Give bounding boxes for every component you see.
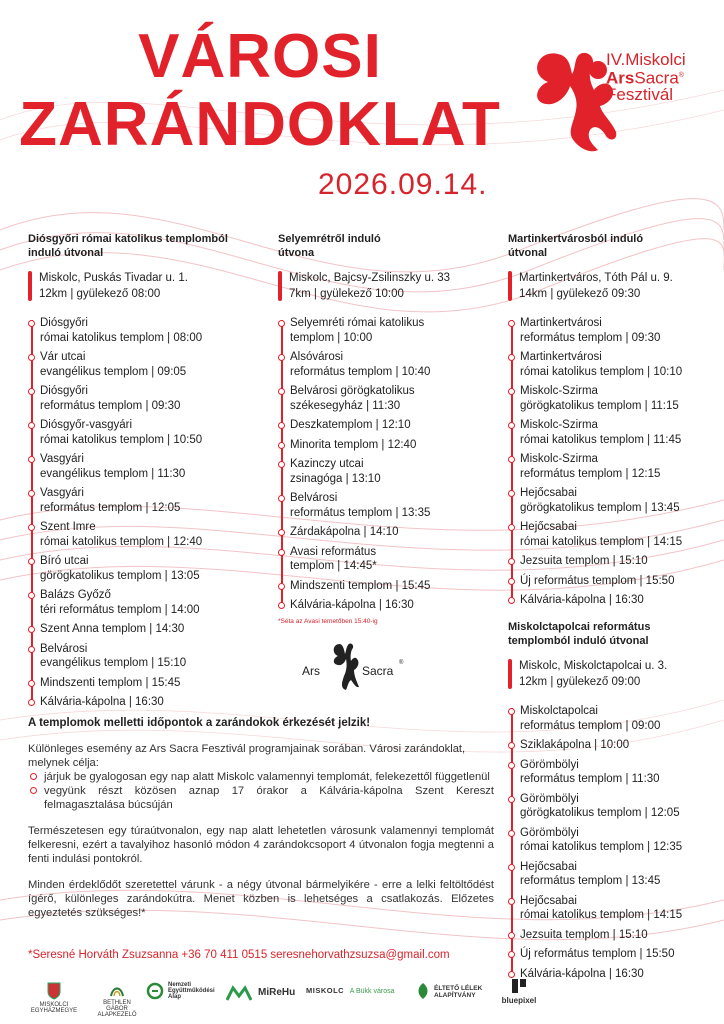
goal-list	[28, 770, 494, 812]
leaf-icon	[416, 982, 430, 1000]
route-stop: Diósgyőri református templom | 09:30	[40, 384, 258, 413]
route-stop: Vasgyári evangélikus templom | 11:30	[40, 452, 258, 481]
sponsor-bethlen: BETHLEN GÁBOR ALAPKEZELŐ	[92, 982, 142, 1018]
goal-item: járjuk be gyalogosan egy nap alatt Miskolc valamennyi templomát, felekezettől függetlenül	[40, 770, 494, 784]
bluepixel-logo-icon	[511, 978, 527, 994]
festival-line1: IV.Miskolci	[606, 50, 686, 69]
route-stop: Hejőcsabai római katolikus templom | 14:15	[520, 520, 718, 549]
sponsor-bluepixel: bluepixel	[494, 978, 544, 1005]
description	[28, 716, 494, 920]
sponsor-nea: Nemzeti Együttműködési Alap	[146, 982, 226, 1000]
route-stop: Vasgyári református templom | 12:05	[40, 486, 258, 515]
festival-ars: Ars	[606, 68, 635, 88]
route-stop: Kálvária-kápolna | 16:30	[40, 695, 258, 710]
route-stop: Avasi református templom | 14:45*	[290, 545, 478, 574]
nea-logo-icon	[146, 982, 164, 1000]
route-stop: Sziklakápolna | 10:00	[520, 738, 718, 753]
route-footnote: *Séta az Avasi temetőben 15:40-ig	[278, 617, 378, 625]
route-stop: Bíró utcai görögkatolikus templom | 13:05	[40, 554, 258, 583]
sponsor-eltető-lelek: ÉLTETŐ LÉLEK ALAPÍTVÁNY	[416, 982, 486, 999]
intro-line2: melynek célja:	[28, 757, 99, 769]
route-heading: Martinkertvárosból induló útvonal	[508, 233, 644, 259]
festival-logo	[606, 52, 686, 103]
ars-logo-left: Ars	[302, 664, 320, 678]
route-stop: Balázs Győző téri református templom | 14:00	[40, 588, 258, 617]
intro-line1: Különleges esemény az Ars Sacra Fesztivál programjainak sorában. Városi zarándoklat,	[28, 743, 466, 755]
route-stop: Hejőcsabai görögkatolikus templom | 13:45	[520, 486, 718, 515]
route-selyemret	[278, 232, 478, 625]
route-stops	[28, 316, 258, 710]
route-stop: Kálvária-kápolna | 16:30	[520, 593, 718, 608]
route-martinkertvaros	[508, 232, 718, 613]
route-stop: Diósgyőr-vasgyári római katolikus templom | 10:50	[40, 418, 258, 447]
route-stop: Belvárosi evangélikus templom | 15:10	[40, 642, 258, 671]
route-stop: Kálvária-kápolna | 16:30	[290, 598, 478, 613]
route-heading: Selyemrétről induló útvona	[278, 233, 381, 259]
route-stop: Görömbölyi görögkatolikus templom | 12:05	[520, 792, 718, 821]
route-miskolctapolca	[508, 620, 718, 986]
route-stop: Miskolctapolcai református templom | 09:00	[520, 704, 718, 733]
festival-reg: ®	[678, 72, 684, 79]
route-stop: Diósgyőri római katolikus templom | 08:00	[40, 316, 258, 345]
route-stop: Hejőcsabai református templom | 13:45	[520, 860, 718, 889]
contact-line: *Seresné Horváth Zsuzsanna +36 70 411 0515 seresnehorvathzsuzsa@gmail.com	[28, 949, 450, 961]
route-heading: Diósgyőri római katolikus templomból induló útvonal	[28, 233, 228, 259]
route-diosgyor	[28, 232, 258, 715]
bethlen-logo-icon	[109, 982, 125, 998]
route-stop: Miskolc-Szirma római katolikus templom | 11:45	[520, 418, 718, 447]
ars-logo-reg: ®	[399, 660, 404, 666]
ars-sacra-logo	[302, 640, 412, 696]
route-start: Miskolc, Puskás Tivadar u. 1. 12km | gyülekező 08:00	[28, 270, 258, 302]
route-stop: Mindszenti templom | 15:45	[40, 676, 258, 691]
route-stop: Martinkertvárosi református templom | 09:30	[520, 316, 718, 345]
route-stop: Szent Imre római katolikus templom | 12:40	[40, 520, 258, 549]
route-stops	[278, 316, 478, 613]
coat-of-arms-icon	[47, 982, 61, 1000]
route-stop: Alsóvárosi református templom | 10:40	[290, 350, 478, 379]
route-stops	[508, 316, 718, 608]
paragraph: Természetesen egy túraútvonalon, egy nap alatt lehetetlen városunk valamennyi templomát felkeresni, ezért a tavalyihoz hasonló módon 4 zarándokcsoport 4 útvonalon fogja megtenni a fenti indulási pontokról.	[28, 825, 494, 865]
route-heading: Miskolctapolcai református templomból induló útvonal	[508, 621, 651, 647]
route-stops	[508, 704, 718, 981]
route-start: Martinkertváros, Tóth Pál u. 9. 14km | gyülekező 09:30	[508, 270, 718, 302]
route-stop: Szent Anna templom | 14:30	[40, 622, 258, 637]
route-stop: Új református templom | 15:50	[520, 574, 718, 589]
paragraph: Minden érdeklődőt szeretettel várunk - a négy útvonal bármelyikére - erre a lelki feltöltődést ígérő, különleges zarándokútra. Menet közben is lehetséges a csatlakozás. Előzetes egyeztetés szükséges!*	[28, 879, 494, 919]
route-stop: Martinkertvárosi római katolikus templom | 10:10	[520, 350, 718, 379]
route-stop: Belvárosi görögkatolikus székesegyház | 11:30	[290, 384, 478, 413]
event-date: 2026.09.14.	[318, 168, 488, 201]
festival-line3: Fesztivál	[606, 84, 674, 104]
sponsor-miskolc: MISKOLC A Bükk városa	[306, 986, 395, 995]
route-stop: Görömbölyi református templom | 11:30	[520, 758, 718, 787]
route-stop: Zárdakápolna | 14:10	[290, 525, 478, 540]
goal-item: vegyünk részt közösen aznap 17 órakor a Kálvária-kápolna Szent Kereszt felmagasztalása búcsúján	[40, 784, 494, 812]
route-stop: Új református templom | 15:50	[520, 947, 718, 962]
sponsor-logos	[0, 978, 724, 1018]
route-stop: Miskolc-Szirma református templom | 12:15	[520, 452, 718, 481]
route-stop: Hejőcsabai római katolikus templom | 14:15	[520, 894, 718, 923]
route-stop: Belvárosi református templom | 13:35	[290, 491, 478, 520]
cupid-icon	[330, 640, 362, 694]
route-stop: Vár utcai evangélikus templom | 09:05	[40, 350, 258, 379]
sponsor-mirehu: MiReHu	[226, 984, 306, 998]
ars-logo-right: Sacra	[362, 664, 394, 678]
route-stop: Kálvária-kápolna | 16:30	[520, 967, 718, 982]
description-headline: A templomok melletti időpontok a zarándokok érkezését jelzik!	[28, 717, 371, 729]
route-stop: Jezsuita templom | 15:10	[520, 554, 718, 569]
page-title-line2: ZARÁNDOKLAT	[19, 90, 501, 159]
route-stop: Görömbölyi római katolikus templom | 12:35	[520, 826, 718, 855]
route-stop: Kazinczy utcai zsinagóga | 13:10	[290, 457, 478, 486]
route-start: Miskolc, Miskolctapolcai u. 3. 12km | gyülekező 09:00	[508, 658, 718, 690]
sponsor-egyhazmegye: MISKOLCI EGYHÁZMEGYE	[24, 982, 84, 1014]
route-stop: Miskolc-Szirma görögkatolikus templom | 11:15	[520, 384, 718, 413]
route-stop: Selyemréti római katolikus templom | 10:00	[290, 316, 478, 345]
page-title-line1: VÁROSI	[138, 22, 382, 91]
festival-sacra: Sacra	[634, 68, 679, 88]
route-stop: Deszkatemplom | 12:10	[290, 418, 478, 433]
route-start: Miskolc, Bajcsy-Zsilinszky u. 33 7km | gyülekező 10:00	[278, 270, 478, 302]
mirehu-logo-icon	[226, 984, 252, 1002]
route-stop: Minorita templom | 12:40	[290, 438, 478, 453]
route-stop: Mindszenti templom | 15:45	[290, 579, 478, 594]
route-stop: Jezsuita templom | 15:10	[520, 928, 718, 943]
